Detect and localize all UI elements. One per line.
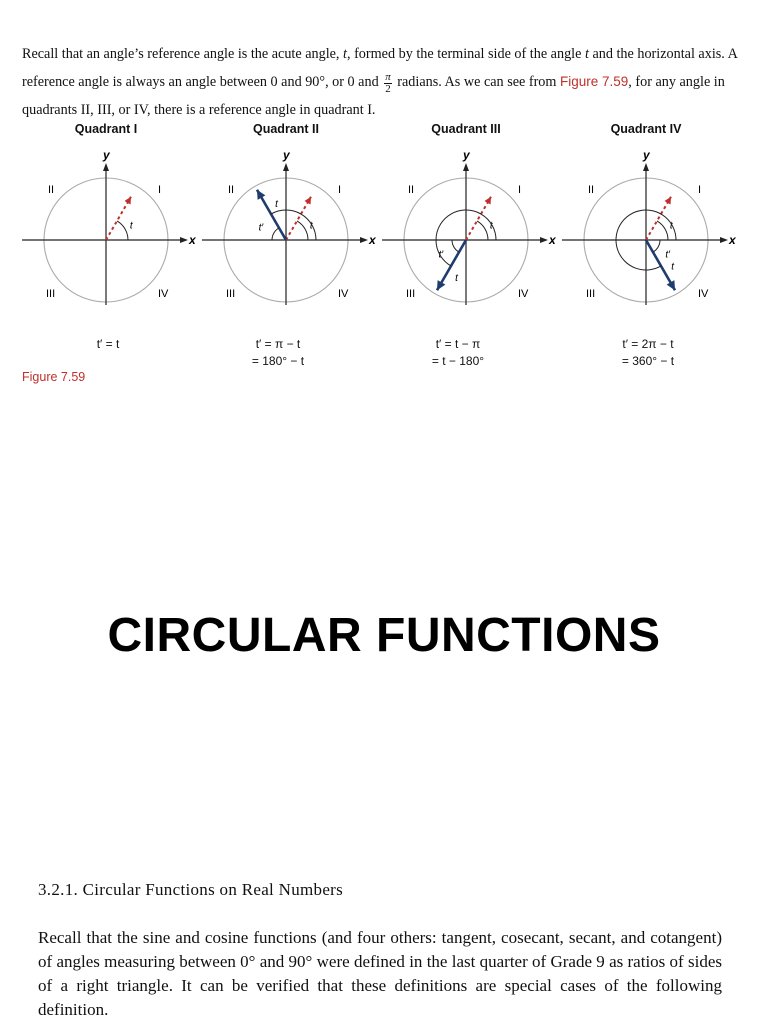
quadrant-4-formula — [573, 336, 723, 370]
fraction-numerator: π — [385, 71, 391, 83]
reference-angle-label: t — [129, 220, 133, 232]
reference-prime-arc — [452, 240, 459, 252]
intro-text-1: Recall that an angle’s reference angle is the acute angle, — [22, 46, 344, 62]
quadrant-numeral-ii: II — [48, 184, 55, 196]
figure-label: Figure 7.59 — [22, 370, 86, 384]
section-heading: 3.2.1. Circular Functions on Real Numbers — [38, 880, 344, 899]
formula-line-1: t′ = π − t — [255, 337, 301, 351]
quadrant-numeral-iii: III — [226, 288, 236, 300]
quadrant-numeral-ii: II — [228, 184, 235, 196]
intro-text-4: radians. As we can see from — [393, 74, 560, 90]
quadrant-3-diagram — [378, 145, 554, 310]
x-axis-label: x — [549, 233, 556, 247]
terminal-angle-label: t — [275, 198, 278, 210]
quadrant-numeral-iv: IV — [518, 288, 529, 300]
quadrant-title-4: Quadrant IV — [610, 122, 682, 136]
x-axis-label: x — [369, 233, 376, 247]
formula-line-1: t′ = t − π — [435, 337, 481, 351]
quadrant-title-1: Quadrant I — [74, 122, 138, 136]
quadrant-2-diagram — [198, 145, 374, 310]
reference-prime-arc — [272, 228, 279, 240]
x-axis-arrowhead — [360, 237, 368, 243]
section-body: Recall that the sine and cosine functions (and four others: tangent, cosecant, secant, and cotangent) of angles measuring between 0° and 90° were defined in the last quarter of Grade 9 as ratios of sides of a right triangle. It can be verified that these definitions are special cases of the following definition. — [38, 928, 722, 1019]
reference-angle-arc — [297, 221, 308, 240]
intro-text-3: and the horizontal axis. A reference angle is always an angle between 0 and 90°, or 0 and — [22, 46, 738, 90]
quadrant-numeral-iii: III — [586, 288, 596, 300]
t-symbol: t — [584, 46, 589, 62]
quadrant-1-formula — [33, 336, 183, 353]
reference-prime-label: t′ — [665, 249, 671, 261]
figure-reference-link[interactable]: Figure 7.59 — [560, 74, 629, 89]
quadrant-numeral-ii: II — [588, 184, 595, 196]
intro-text-2: , formed by the terminal side of the angle — [346, 46, 585, 62]
quadrant-numeral-i: I — [338, 184, 342, 196]
x-axis-arrowhead — [720, 237, 728, 243]
formula-line-2: = t − 180° — [431, 354, 485, 368]
reference-prime-label: t′ — [258, 222, 264, 234]
quadrant-numeral-iv: IV — [338, 288, 349, 300]
fraction-denominator: 2 — [385, 83, 391, 95]
intro-paragraph — [22, 40, 750, 124]
quadrant-numeral-iii: III — [46, 288, 56, 300]
y-axis-label: y — [283, 148, 290, 162]
page-heading: CIRCULAR FUNCTIONS — [107, 609, 661, 662]
x-axis-label: x — [729, 233, 736, 247]
t-symbol: t — [343, 46, 347, 62]
quadrant-2-formula — [203, 336, 353, 370]
reference-angle-label: t — [489, 220, 493, 232]
y-axis-label: y — [103, 148, 110, 162]
x-axis-label: x — [189, 233, 196, 247]
quadrant-numeral-i: I — [518, 184, 522, 196]
reference-angle-arc — [657, 221, 668, 240]
y-axis-arrowhead — [103, 163, 109, 171]
y-axis-label: y — [643, 148, 650, 162]
reference-angle-arc — [117, 221, 128, 240]
quadrant-numeral-ii: II — [408, 184, 415, 196]
formula-line-1: t′ = 2π − t — [622, 337, 674, 351]
reference-angle-label: t — [669, 220, 673, 232]
pi-over-2-fraction — [384, 72, 392, 95]
y-axis-arrowhead — [283, 163, 289, 171]
formula-line-2: = 180° − t — [251, 354, 305, 368]
reference-angle-arc — [477, 221, 488, 240]
quadrant-numeral-iv: IV — [698, 288, 709, 300]
reference-angle-label: t — [309, 220, 313, 232]
quadrant-1-diagram — [18, 145, 194, 310]
quadrant-numeral-i: I — [158, 184, 162, 196]
y-axis-arrowhead — [643, 163, 649, 171]
formula-line-1: t′ = t — [96, 337, 120, 351]
x-axis-arrowhead — [540, 237, 548, 243]
quadrant-numeral-iii: III — [406, 288, 416, 300]
reference-prime-label: t′ — [438, 249, 444, 261]
y-axis-arrowhead — [463, 163, 469, 171]
quadrant-4-diagram — [558, 145, 734, 310]
reference-prime-arc — [653, 240, 660, 252]
y-axis-label: y — [463, 148, 470, 162]
quadrant-title-3: Quadrant III — [431, 122, 501, 136]
quadrant-title-2: Quadrant II — [253, 122, 319, 136]
terminal-angle-label: t — [455, 273, 458, 285]
terminal-angle-label: t — [671, 261, 675, 273]
quadrant-3-formula — [383, 336, 533, 370]
x-axis-arrowhead — [180, 237, 188, 243]
quadrant-numeral-iv: IV — [158, 288, 169, 300]
quadrant-numeral-i: I — [698, 184, 702, 196]
intro-text-5: , for any angle in quadrants II, III, or IV, there is a reference angle in quadrant I. — [22, 74, 725, 118]
formula-line-2: = 360° − t — [621, 354, 675, 368]
